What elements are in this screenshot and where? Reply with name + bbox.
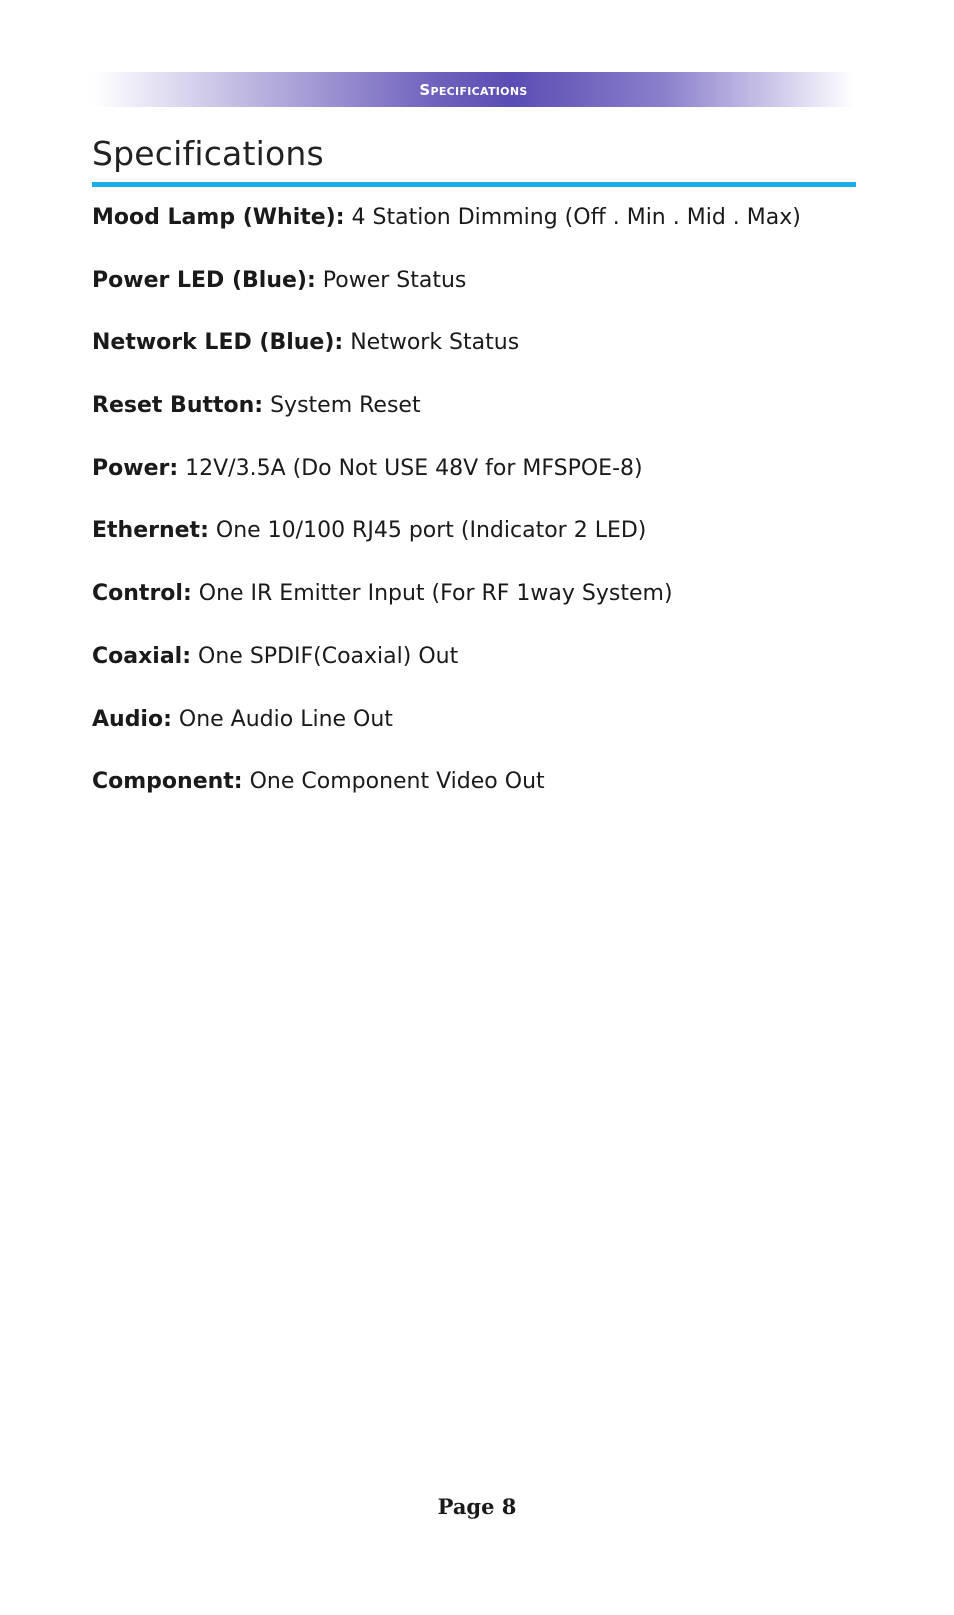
spec-value: System Reset — [270, 393, 421, 419]
spec-item-power-led — [92, 267, 872, 330]
spec-label: Network LED (Blue): — [92, 330, 344, 356]
spec-label: Reset Button: — [92, 393, 264, 419]
spec-item-power — [92, 455, 872, 518]
spec-item-coaxial — [92, 643, 872, 706]
spec-item-control — [92, 580, 872, 643]
spec-value: One 10/100 RJ45 port (Indicator 2 LED) — [215, 518, 647, 544]
spec-item-ethernet — [92, 517, 872, 580]
spec-label: Coaxial: — [92, 643, 192, 669]
title-underline — [92, 182, 856, 187]
spec-label: Audio: — [92, 706, 172, 732]
spec-label: Ethernet: — [92, 518, 209, 544]
spec-item-network-led — [92, 329, 872, 392]
spec-item-mood-lamp — [92, 204, 872, 267]
spec-item-reset-button — [92, 392, 872, 455]
spec-value: One SPDIF(Coaxial) Out — [198, 643, 459, 669]
spec-label: Mood Lamp (White): — [92, 205, 345, 230]
spec-item-audio — [92, 706, 872, 769]
spec-list — [92, 204, 872, 831]
spec-label: Control: — [92, 581, 192, 607]
spec-label: Component: — [92, 769, 243, 795]
spec-value: One Audio Line Out — [178, 706, 393, 732]
page-title: Specifications — [92, 134, 324, 173]
spec-label: Power LED (Blue): — [92, 267, 316, 293]
running-header-band — [93, 72, 854, 107]
page-number: Page 8 — [437, 1494, 517, 1519]
spec-value: One Component Video Out — [249, 769, 545, 795]
spec-value: One IR Emitter Input (For RF 1way System) — [198, 581, 673, 607]
spec-label: Power: — [92, 455, 179, 481]
spec-item-component — [92, 768, 872, 831]
spec-value: Power Status — [322, 267, 467, 293]
spec-value: 4 Station Dimming (Off . Min . Mid . Max) — [351, 205, 801, 230]
running-header-title: Specifications — [419, 80, 528, 99]
spec-value: Network Status — [350, 330, 520, 356]
spec-value: 12V/3.5A (Do Not USE 48V for MFSPOE-8) — [185, 455, 643, 481]
